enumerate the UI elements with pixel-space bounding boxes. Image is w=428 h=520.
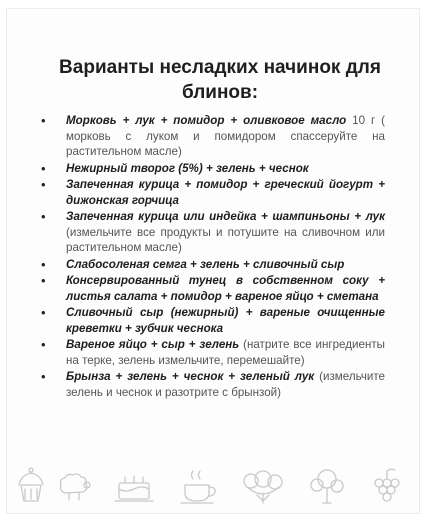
footer-icons bbox=[7, 455, 421, 507]
list-item bbox=[7, 305, 421, 336]
item-main-text: Вареное яйцо + сыр + зелень bbox=[66, 338, 240, 351]
fillings-list bbox=[7, 113, 421, 401]
bullet: • bbox=[41, 256, 46, 272]
page-title: Варианты несладких начинок для блинов: bbox=[59, 57, 381, 103]
list-item bbox=[7, 209, 421, 256]
bullet: • bbox=[41, 113, 46, 128]
list-item bbox=[7, 113, 421, 160]
bullet: • bbox=[41, 160, 46, 176]
list-item bbox=[7, 161, 421, 177]
grapes-icon bbox=[375, 469, 399, 501]
item-note-text: (натрите все ингредиенты на терке, зелень измельчите, перемешайте) bbox=[66, 338, 385, 367]
list-item bbox=[7, 369, 421, 400]
list-item bbox=[7, 257, 421, 273]
list-item bbox=[7, 177, 421, 208]
item-main-text: Запеченная курица + помидор + греческий йогурт + дижонская горчица bbox=[66, 178, 385, 207]
decorative-footer bbox=[7, 455, 421, 507]
cupcake-icon bbox=[19, 468, 43, 501]
recipe-card bbox=[6, 8, 420, 514]
item-main-text: Консервированный тунец в собственном соку + листья салата + помидор + вареное яйцо + сметана bbox=[66, 274, 385, 303]
bullet: • bbox=[41, 209, 46, 224]
sheep-icon bbox=[61, 474, 91, 500]
item-main-text: Морковь + лук + помидор + оливковое масло bbox=[66, 114, 347, 127]
cauliflower-icon bbox=[244, 471, 282, 503]
item-note-text: (измельчите зелень и чеснок и разотрите с брынзой) bbox=[66, 370, 385, 399]
item-main-text: Сливочный сыр (нежирный) + вареные очищенные креветки + зубчик чеснока bbox=[66, 306, 385, 335]
cake-icon bbox=[115, 476, 153, 501]
bullet: • bbox=[41, 369, 46, 384]
teacup-icon bbox=[181, 471, 215, 503]
item-main-text: Запеченная курица или индейка + шампиньоны + лук bbox=[66, 210, 385, 223]
item-main-text: Слабосоленая семга + зелень + сливочный сыр bbox=[66, 257, 345, 271]
item-note-text: (измельчите все продукты и потушите на сливочном или растительном масле) bbox=[66, 225, 385, 254]
bullet: • bbox=[41, 177, 46, 192]
bullet: • bbox=[41, 337, 46, 352]
item-main-text: Нежирный творог (5%) + зелень + чеснок bbox=[66, 161, 309, 175]
list-item bbox=[7, 337, 421, 368]
tree-icon bbox=[311, 470, 343, 503]
item-main-text: Брынза + зелень + чеснок + зеленый лук bbox=[66, 370, 315, 383]
list-item bbox=[7, 273, 421, 304]
item-note-text: 10 г ( морковь с луком и помидором спассеруйте на растительном масле) bbox=[66, 114, 385, 158]
bullet: • bbox=[41, 305, 46, 320]
bullet: • bbox=[41, 273, 46, 288]
